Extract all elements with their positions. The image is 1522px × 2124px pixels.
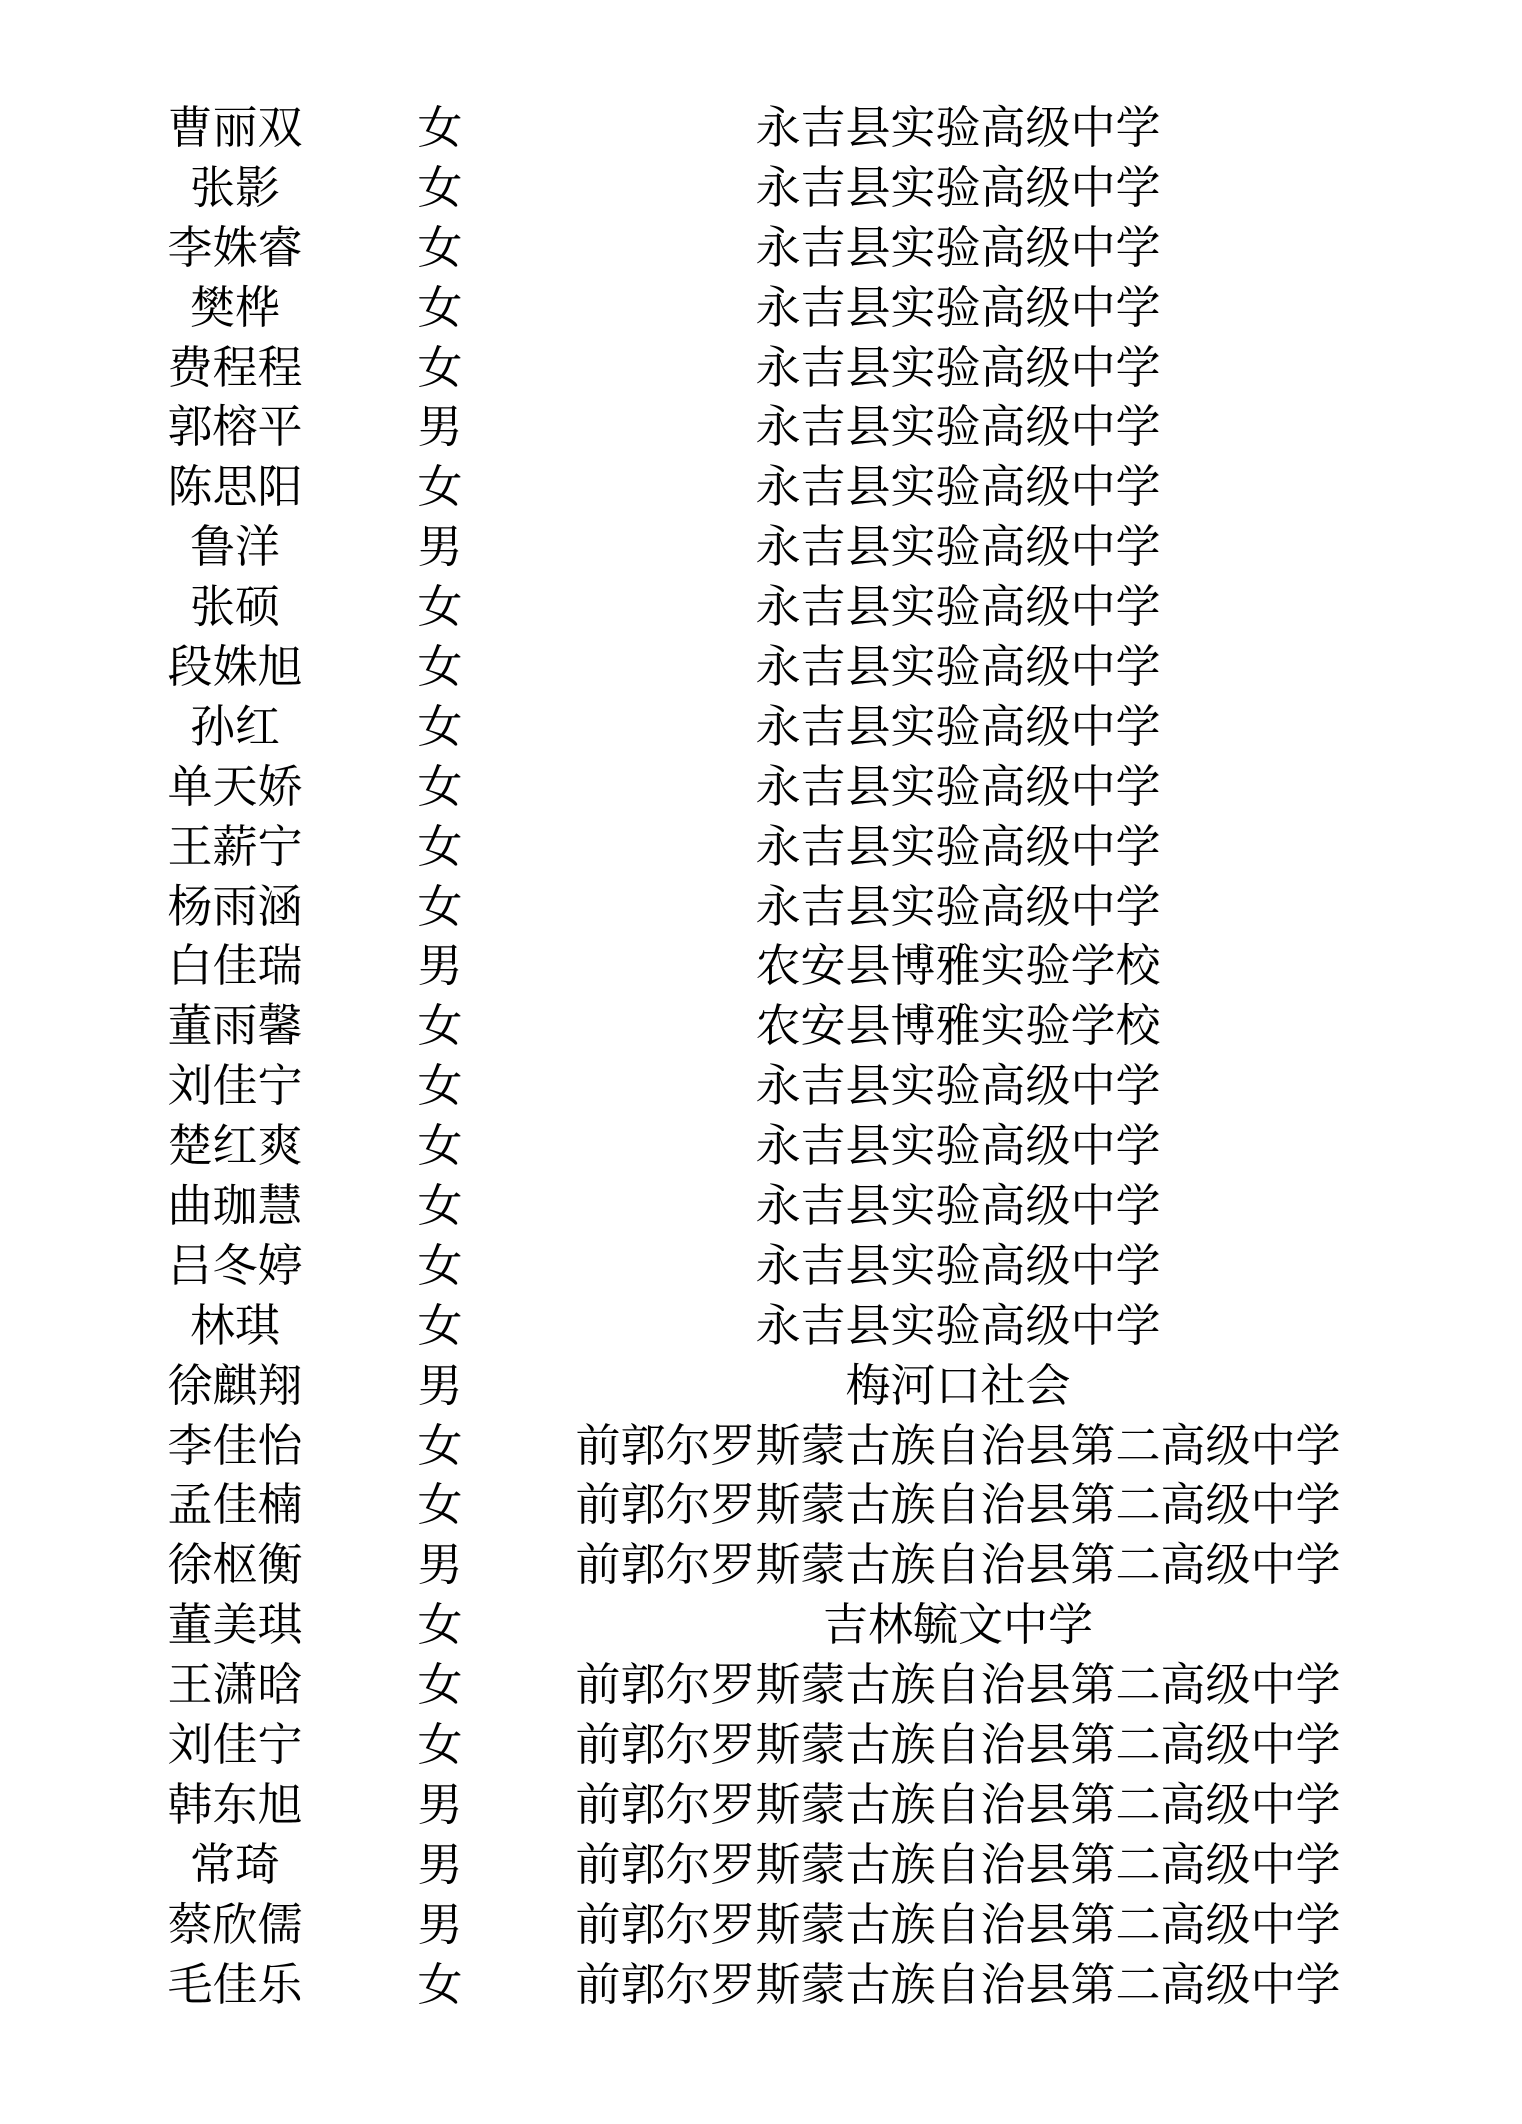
student-gender: 女 — [417, 819, 463, 873]
student-name: 常琦 — [189, 1837, 280, 1891]
roster-row — [0, 697, 1522, 757]
student-school: 前郭尔罗斯蒙古族自治县第二高级中学 — [575, 1957, 1341, 2011]
roster-row — [0, 1955, 1522, 2015]
student-school: 永吉县实验高级中学 — [755, 160, 1161, 214]
student-school: 永吉县实验高级中学 — [755, 699, 1161, 753]
roster-row — [0, 278, 1522, 338]
student-gender: 女 — [417, 1298, 463, 1352]
student-name: 刘佳宁 — [167, 1059, 303, 1113]
student-school: 农安县博雅实验学校 — [755, 999, 1161, 1053]
student-name: 刘佳宁 — [167, 1718, 303, 1772]
student-name: 曹丽双 — [167, 101, 303, 154]
student-name: 吕冬婷 — [167, 1238, 303, 1292]
student-gender: 女 — [417, 580, 463, 634]
roster-row — [0, 1056, 1522, 1116]
student-school: 永吉县实验高级中学 — [755, 1059, 1161, 1113]
student-gender: 男 — [417, 520, 463, 574]
roster-row — [0, 457, 1522, 517]
student-school: 梅河口社会 — [845, 1358, 1071, 1412]
student-name: 孟佳楠 — [167, 1478, 303, 1532]
student-name: 李佳怡 — [167, 1418, 303, 1472]
student-name: 曲珈慧 — [167, 1179, 303, 1233]
student-name: 董雨馨 — [167, 999, 303, 1053]
roster-row — [0, 1595, 1522, 1655]
student-name: 白佳瑞 — [167, 939, 303, 993]
student-gender: 女 — [417, 460, 463, 514]
student-school: 前郭尔罗斯蒙古族自治县第二高级中学 — [575, 1658, 1341, 1712]
roster-row — [0, 1655, 1522, 1715]
student-name: 张硕 — [189, 580, 280, 634]
student-school: 永吉县实验高级中学 — [755, 759, 1161, 813]
student-school: 永吉县实验高级中学 — [755, 101, 1161, 154]
student-school: 永吉县实验高级中学 — [755, 460, 1161, 514]
roster-row — [0, 577, 1522, 637]
student-school: 永吉县实验高级中学 — [755, 400, 1161, 454]
roster-row — [0, 1296, 1522, 1356]
student-gender: 男 — [417, 1777, 463, 1831]
student-name: 陈思阳 — [167, 460, 303, 514]
student-school: 前郭尔罗斯蒙古族自治县第二高级中学 — [575, 1478, 1341, 1532]
student-gender: 男 — [417, 1897, 463, 1951]
student-school: 永吉县实验高级中学 — [755, 220, 1161, 274]
student-school: 永吉县实验高级中学 — [755, 819, 1161, 873]
student-school: 永吉县实验高级中学 — [755, 1179, 1161, 1233]
roster-row — [0, 218, 1522, 278]
student-school: 永吉县实验高级中学 — [755, 520, 1161, 574]
student-name: 李姝睿 — [167, 220, 303, 274]
roster-row — [0, 637, 1522, 697]
student-gender: 女 — [417, 160, 463, 214]
roster-row — [0, 757, 1522, 817]
student-gender: 女 — [417, 1418, 463, 1472]
student-school: 永吉县实验高级中学 — [755, 1119, 1161, 1173]
roster-row — [0, 1775, 1522, 1835]
student-name: 韩东旭 — [167, 1777, 303, 1831]
student-school: 永吉县实验高级中学 — [755, 879, 1161, 933]
roster-row — [0, 877, 1522, 937]
student-name: 徐麒翔 — [167, 1358, 303, 1412]
roster-row — [0, 1535, 1522, 1595]
student-school: 前郭尔罗斯蒙古族自治县第二高级中学 — [575, 1837, 1341, 1891]
roster-row — [0, 1416, 1522, 1476]
roster-row — [0, 338, 1522, 398]
student-gender: 女 — [417, 640, 463, 694]
student-school: 前郭尔罗斯蒙古族自治县第二高级中学 — [575, 1418, 1341, 1472]
student-name: 徐枢衡 — [167, 1538, 303, 1592]
student-gender: 女 — [417, 1718, 463, 1772]
student-name: 董美琪 — [167, 1598, 303, 1652]
student-gender: 女 — [417, 220, 463, 274]
roster-list — [0, 98, 1522, 2015]
roster-row — [0, 98, 1522, 158]
roster-row — [0, 1475, 1522, 1535]
student-gender: 男 — [417, 1538, 463, 1592]
roster-row — [0, 397, 1522, 457]
student-school: 永吉县实验高级中学 — [755, 1238, 1161, 1292]
student-name: 郭榕平 — [167, 400, 303, 454]
student-gender: 男 — [417, 1837, 463, 1891]
student-gender: 男 — [417, 939, 463, 993]
student-gender: 女 — [417, 1478, 463, 1532]
student-name: 费程程 — [167, 340, 303, 394]
student-gender: 女 — [417, 699, 463, 753]
student-school: 农安县博雅实验学校 — [755, 939, 1161, 993]
student-school: 前郭尔罗斯蒙古族自治县第二高级中学 — [575, 1777, 1341, 1831]
student-school: 永吉县实验高级中学 — [755, 280, 1161, 334]
student-gender: 女 — [417, 340, 463, 394]
student-gender: 女 — [417, 1119, 463, 1173]
student-school: 前郭尔罗斯蒙古族自治县第二高级中学 — [575, 1897, 1341, 1951]
roster-row — [0, 158, 1522, 218]
roster-row — [0, 817, 1522, 877]
student-gender: 女 — [417, 879, 463, 933]
student-gender: 女 — [417, 759, 463, 813]
student-gender: 女 — [417, 1179, 463, 1233]
student-gender: 女 — [417, 1658, 463, 1712]
student-name: 楚红爽 — [167, 1119, 303, 1173]
student-name: 鲁洋 — [189, 520, 280, 574]
student-gender: 女 — [417, 1598, 463, 1652]
roster-row — [0, 1116, 1522, 1176]
roster-row — [0, 1715, 1522, 1775]
student-name: 单天娇 — [167, 759, 303, 813]
student-name: 张影 — [189, 160, 280, 214]
roster-row — [0, 996, 1522, 1056]
student-gender: 男 — [417, 400, 463, 454]
student-name: 段姝旭 — [167, 640, 303, 694]
student-school: 永吉县实验高级中学 — [755, 1298, 1161, 1352]
student-gender: 女 — [417, 1238, 463, 1292]
student-name: 王薪宁 — [167, 819, 303, 873]
student-name: 毛佳乐 — [167, 1957, 303, 2011]
student-gender: 女 — [417, 1957, 463, 2011]
student-school: 吉林毓文中学 — [822, 1598, 1093, 1652]
roster-row — [0, 1176, 1522, 1236]
roster-row — [0, 1356, 1522, 1416]
student-gender: 男 — [417, 1358, 463, 1412]
student-school: 永吉县实验高级中学 — [755, 640, 1161, 694]
student-school: 前郭尔罗斯蒙古族自治县第二高级中学 — [575, 1538, 1341, 1592]
student-gender: 女 — [417, 1059, 463, 1113]
student-gender: 女 — [417, 101, 463, 154]
roster-row — [0, 1236, 1522, 1296]
student-school: 前郭尔罗斯蒙古族自治县第二高级中学 — [575, 1718, 1341, 1772]
student-name: 孙红 — [189, 699, 280, 753]
student-name: 杨雨涵 — [167, 879, 303, 933]
roster-row — [0, 1895, 1522, 1955]
student-gender: 女 — [417, 999, 463, 1053]
student-name: 林琪 — [189, 1298, 280, 1352]
student-name: 樊桦 — [189, 280, 280, 334]
roster-row — [0, 936, 1522, 996]
student-name: 王潇晗 — [167, 1658, 303, 1712]
student-school: 永吉县实验高级中学 — [755, 340, 1161, 394]
student-name: 蔡欣儒 — [167, 1897, 303, 1951]
roster-row — [0, 517, 1522, 577]
student-gender: 女 — [417, 280, 463, 334]
student-school: 永吉县实验高级中学 — [755, 580, 1161, 634]
roster-row — [0, 1835, 1522, 1895]
